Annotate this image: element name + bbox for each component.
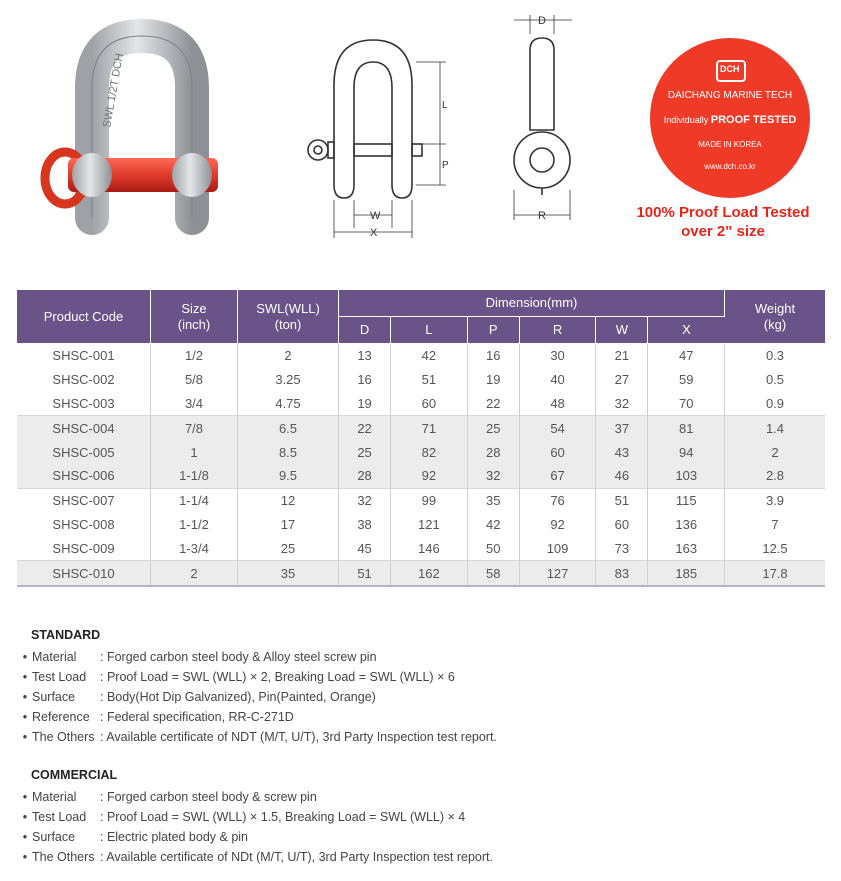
table-cell: 38 (339, 513, 391, 537)
table-cell: 19 (339, 392, 391, 416)
table-cell: 146 (391, 536, 468, 560)
table-cell: 32 (339, 488, 391, 512)
note-label: Reference (32, 710, 90, 724)
table-cell: 48 (519, 392, 596, 416)
table-cell: 1/2 (151, 344, 238, 368)
table-row (17, 440, 825, 464)
header-swl: SWL(WLL) (ton) (238, 290, 339, 344)
spec-note-item (18, 787, 493, 807)
spec-note-item (18, 807, 493, 827)
commercial-title: COMMERCIAL (31, 768, 118, 782)
table-cell: 94 (648, 440, 725, 464)
table-row (17, 368, 825, 392)
bullet-icon: • (22, 790, 28, 804)
table-cell: 9.5 (238, 464, 339, 488)
note-value: : Electric plated body & pin (100, 830, 248, 844)
table-cell: 7 (771, 516, 779, 532)
table-cell: 0.5 (765, 372, 785, 388)
table-cell: 185 (648, 561, 725, 586)
header-dim-w: W (596, 317, 648, 344)
table-cell: 25 (238, 536, 339, 560)
table-cell: 13 (339, 344, 391, 368)
note-label: Surface (32, 690, 76, 704)
seal-proof-text: PROOF TESTED (710, 114, 797, 126)
note-value: : Available certificate of NDt (M/T, U/T), 3rd Party Inspection test report. (100, 850, 493, 864)
photo-stamp: SWL 1/2T DCH (101, 52, 127, 129)
table-cell: 136 (648, 513, 725, 537)
table-cell: 2 (151, 561, 238, 586)
table-cell: SHSC-004 (17, 416, 151, 440)
note-value: : Federal specification, RR-C-271D (100, 710, 294, 724)
table-cell: 109 (519, 536, 596, 560)
table-cell: 28 (467, 440, 519, 464)
standard-title: STANDARD (31, 628, 101, 642)
table-cell: 59 (648, 368, 725, 392)
proof-load-line-2: over 2" size (681, 223, 765, 240)
seal-proof-tested (650, 114, 810, 126)
note-value: : Body(Hot Dip Galvanized), Pin(Painted, Orange) (100, 690, 376, 704)
bullet-icon: • (22, 850, 28, 864)
header-dim-r: R (519, 317, 596, 344)
header-dim-d: D (339, 317, 391, 344)
table-cell: SHSC-001 (17, 344, 151, 368)
front-view-drawing (296, 10, 449, 245)
note-label: Material (32, 650, 77, 664)
proof-load-line-1: 100% Proof Load Tested (636, 204, 810, 221)
table-cell: 22 (339, 416, 391, 440)
table-cell: 121 (391, 513, 468, 537)
bullet-icon: • (22, 690, 28, 704)
table-cell: 76 (519, 488, 596, 512)
bullet-icon: • (22, 670, 28, 684)
table-cell: 30 (519, 344, 596, 368)
table-cell: 25 (339, 440, 391, 464)
side-view-drawing (500, 10, 590, 235)
table-cell: 1-3/4 (151, 536, 238, 560)
table-cell: 22 (467, 392, 519, 416)
table-cell: SHSC-009 (17, 536, 151, 560)
table-cell: 42 (391, 344, 468, 368)
table-cell: 1-1/4 (151, 488, 238, 512)
table-cell: 3.25 (238, 368, 339, 392)
table-cell: 81 (648, 416, 725, 440)
dim-w-label: W (370, 210, 381, 222)
table-cell: 17.8 (725, 561, 826, 586)
table-cell: 12 (238, 488, 339, 512)
spec-note-item (18, 647, 497, 667)
dim-l-label: L (442, 100, 448, 111)
bullet-icon: • (22, 730, 28, 744)
table-cell: 47 (648, 344, 725, 368)
dch-logo-icon (716, 60, 746, 82)
table-cell: SHSC-005 (17, 440, 151, 464)
note-label: The Others (32, 850, 95, 864)
table-cell: 162 (391, 561, 468, 586)
table-row (17, 561, 825, 586)
dim-x-label: X (370, 227, 378, 239)
table-row (17, 536, 825, 560)
table-cell: 4.75 (238, 392, 339, 416)
note-value: : Available certificate of NDT (M/T, U/T), 3rd Party Inspection test report. (100, 730, 497, 744)
header-weight: Weight (kg) (725, 290, 826, 344)
header-size: Size (inch) (151, 290, 238, 344)
bullet-icon: • (22, 710, 28, 724)
note-label: Test Load (32, 810, 87, 824)
note-label: Material (32, 790, 77, 804)
table-row (17, 513, 825, 537)
table-cell: 32 (467, 464, 519, 488)
spec-table (17, 290, 825, 587)
table-cell: 0.9 (725, 392, 826, 416)
shackle-photo (30, 18, 230, 243)
table-row (17, 344, 825, 368)
table-cell: 2 (725, 440, 826, 464)
header-dim-p: P (467, 317, 519, 344)
seal-made-in: MADE IN KOREA (698, 140, 762, 149)
table-cell: SHSC-002 (17, 368, 151, 392)
note-label: Surface (32, 830, 76, 844)
table-cell: 73 (596, 536, 648, 560)
table-row (17, 392, 825, 416)
note-value: : Forged carbon steel body & screw pin (100, 790, 317, 804)
note-value: : Forged carbon steel body & Alloy steel screw pin (100, 650, 377, 664)
bullet-icon: • (22, 830, 28, 844)
spec-note-item (18, 847, 493, 867)
table-cell: 92 (391, 464, 468, 488)
table-cell: 16 (339, 368, 391, 392)
table-cell: 46 (596, 464, 648, 488)
header-dimension: Dimension(mm) (339, 290, 725, 317)
table-cell: 92 (519, 513, 596, 537)
table-cell: 60 (596, 513, 648, 537)
note-label: Test Load (32, 670, 87, 684)
table-cell: 163 (648, 536, 725, 560)
table-cell: 28 (339, 464, 391, 488)
table-cell: 54 (519, 416, 596, 440)
seal-individually: Individually (663, 115, 709, 125)
header-dim-l: L (391, 317, 468, 344)
dim-r-label: R (538, 210, 546, 222)
table-row (17, 464, 825, 488)
dim-p-label: P (442, 160, 449, 171)
table-cell: 1-1/2 (151, 513, 238, 537)
standard-section (18, 628, 497, 747)
table-cell: 60 (519, 440, 596, 464)
table-cell: 2 (238, 344, 339, 368)
header-dim-x: X (648, 317, 725, 344)
table-cell: 43 (596, 440, 648, 464)
table-cell: 71 (391, 416, 468, 440)
spec-note-item (18, 667, 497, 687)
table-cell: 1 (151, 440, 238, 464)
table-cell: 103 (648, 464, 725, 488)
table-cell: 51 (596, 488, 648, 512)
table-cell: 45 (339, 536, 391, 560)
table-cell: 51 (339, 561, 391, 586)
table-cell: 5/8 (151, 368, 238, 392)
table-cell: 40 (519, 368, 596, 392)
bullet-icon: • (22, 650, 28, 664)
table-cell: 50 (467, 536, 519, 560)
table-cell: 0.3 (765, 348, 785, 364)
spec-note-item (18, 727, 497, 747)
table-cell: 99 (391, 488, 468, 512)
dim-d-label: D (538, 15, 546, 27)
table-cell: 7/8 (151, 416, 238, 440)
table-cell: 27 (596, 368, 648, 392)
table-cell: SHSC-007 (17, 488, 151, 512)
table-cell: SHSC-003 (17, 392, 151, 416)
table-cell: SHSC-008 (17, 513, 151, 537)
table-cell: 3.9 (765, 493, 785, 509)
table-row (17, 416, 825, 440)
table-cell: 25 (467, 416, 519, 440)
table-cell: 17 (238, 513, 339, 537)
note-label: The Others (32, 730, 95, 744)
seal-url: www.dch.co.kr (704, 162, 756, 171)
table-cell: 70 (648, 392, 725, 416)
table-cell: 21 (596, 344, 648, 368)
spec-note-item (18, 827, 493, 847)
table-cell: 82 (391, 440, 468, 464)
table-cell: 35 (467, 488, 519, 512)
header-product-code: Product Code (17, 290, 151, 344)
table-row (17, 488, 825, 512)
table-cell: 1-1/8 (151, 464, 238, 488)
table-cell: 3/4 (151, 392, 238, 416)
table-cell: 35 (238, 561, 339, 586)
table-cell: 6.5 (238, 416, 339, 440)
table-cell: 19 (467, 368, 519, 392)
table-cell: 2.8 (725, 464, 826, 488)
table-cell: 115 (648, 488, 725, 512)
note-value: : Proof Load = SWL (WLL) × 2, Breaking Load = SWL (WLL) × 6 (100, 670, 455, 684)
seal-company: DAICHANG MARINE TECH (667, 90, 793, 101)
table-cell: 60 (391, 392, 468, 416)
spec-note-item (18, 707, 497, 727)
table-cell: 37 (596, 416, 648, 440)
note-value: : Proof Load = SWL (WLL) × 1.5, Breaking Load = SWL (WLL) × 4 (100, 810, 466, 824)
bullet-icon: • (22, 810, 28, 824)
table-cell: 127 (519, 561, 596, 586)
proof-tested-seal (650, 38, 810, 198)
spec-note-item (18, 687, 497, 707)
table-cell: 83 (596, 561, 648, 586)
table-cell: SHSC-010 (17, 561, 151, 586)
table-cell: 67 (519, 464, 596, 488)
table-cell: 42 (467, 513, 519, 537)
table-cell: 1.4 (725, 416, 826, 440)
table-cell: 51 (391, 368, 468, 392)
proof-load-caption (628, 203, 818, 241)
table-cell: 58 (467, 561, 519, 586)
table-cell: 8.5 (238, 440, 339, 464)
table-cell: 32 (596, 392, 648, 416)
table-cell: SHSC-006 (17, 464, 151, 488)
commercial-section (18, 768, 493, 867)
table-cell: 12.5 (725, 536, 826, 560)
table-cell: 16 (467, 344, 519, 368)
